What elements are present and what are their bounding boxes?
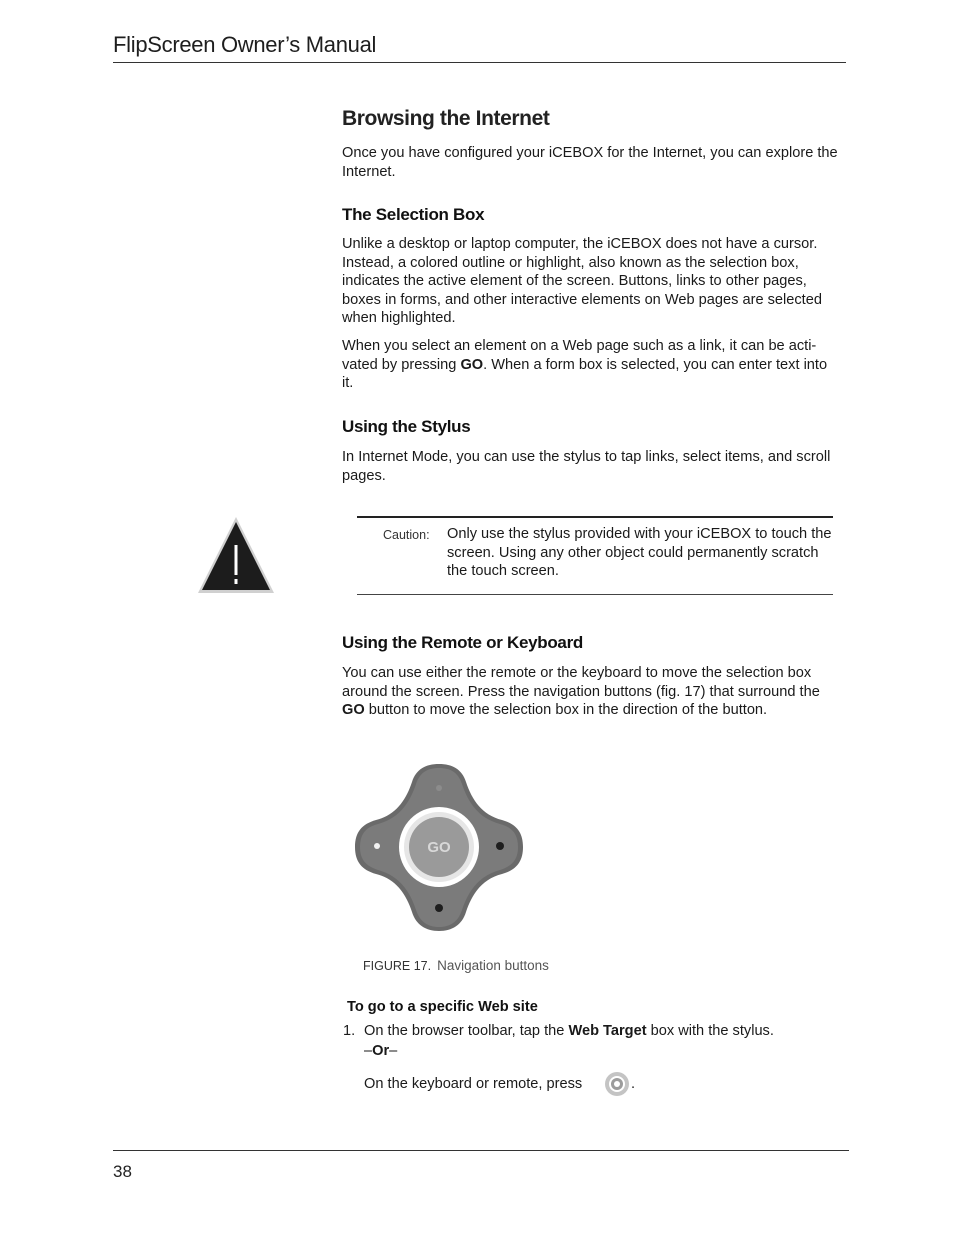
stylus-heading-block xyxy=(342,417,842,437)
selection-box-heading: The Selection Box xyxy=(342,205,485,224)
section-intro-block xyxy=(342,144,842,181)
warning-triangle-icon xyxy=(196,515,276,595)
or-separator xyxy=(364,1043,397,1059)
stylus-para: In Internet Mode, you can use the stylus to tap links, select items, and scroll pages. xyxy=(342,449,831,484)
figure-number: FIGURE 17. xyxy=(363,959,432,973)
selection-box-heading-block xyxy=(342,205,842,225)
remote-heading: Using the Remote or Keyboard xyxy=(342,633,583,652)
web-target-icon xyxy=(604,1071,630,1097)
running-header: FlipScreen Owner’s Manual xyxy=(113,32,377,57)
footer-divider xyxy=(113,1150,849,1151)
stylus-heading: Using the Stylus xyxy=(342,417,471,436)
caution-bottom-rule xyxy=(357,594,833,595)
remote-para-block xyxy=(342,664,842,720)
or-keyword: Or xyxy=(372,1043,390,1059)
go-keyword: GO xyxy=(342,702,365,719)
section-browsing xyxy=(342,107,842,131)
section-intro: Once you have configured your iCEBOX for the Internet, you can explore the Internet. xyxy=(342,145,838,180)
header-divider xyxy=(113,62,846,63)
procedure-title: To go to a specific Web site xyxy=(347,999,538,1015)
web-target-keyword: Web Target xyxy=(568,1023,647,1039)
page-number: 38 xyxy=(113,1162,132,1181)
figure-caption xyxy=(363,958,549,973)
stylus-para-block xyxy=(342,448,842,485)
selection-box-para1: Unlike a desktop or laptop computer, the iCEBOX does not have a cursor. Instead, a colored outline or highlight, also known as the selection box, indicates the active element of the screen. Buttons, links to other pages, boxes in forms, and other interactive elements on Web pages are selected when highlighted. xyxy=(342,236,822,327)
para2-text-after: . When a form box is selected, you can enter text into it. xyxy=(342,356,828,392)
step-number: 1. xyxy=(343,1023,356,1039)
or-dash-left: – xyxy=(364,1043,373,1059)
step-text-after: box with the stylus. xyxy=(646,1023,774,1039)
para2-text-before: When you select an element on a Web page such as a link, it can be acti-vated by pressing xyxy=(342,338,817,373)
section-title: Browsing the Internet xyxy=(342,107,550,130)
remote-text-after: button to move the selection box in the direction of the button. xyxy=(364,702,768,719)
caution-label: Caution: xyxy=(383,528,430,542)
selection-box-para2 xyxy=(342,337,842,393)
alternate-step-text: On the keyboard or remote, press xyxy=(364,1076,583,1092)
or-dash-right: – xyxy=(389,1043,398,1059)
remote-text-before: You can use either the remote or the keyboard to move the selection box around the screen. Press the navigation buttons (fig. 17) that surround the xyxy=(342,665,820,700)
caution-top-rule xyxy=(357,516,833,518)
remote-heading-block xyxy=(342,633,842,653)
alternate-step-period: . xyxy=(631,1076,636,1092)
selection-box-para2-block xyxy=(342,337,842,393)
remote-para xyxy=(342,664,842,720)
step-text-before: On the browser toolbar, tap the xyxy=(364,1023,569,1039)
selection-box-para1-block xyxy=(342,235,842,328)
go-button-label: GO xyxy=(427,839,451,856)
navigation-buttons-figure xyxy=(352,760,527,935)
figure-caption-text: Navigation buttons xyxy=(437,958,549,973)
step-text xyxy=(364,1023,774,1039)
caution-text: Only use the stylus provided with your iCEBOX to touch the screen. Using any other object could permanently scratch the touch screen. xyxy=(447,526,832,580)
go-keyword: GO xyxy=(460,356,484,373)
